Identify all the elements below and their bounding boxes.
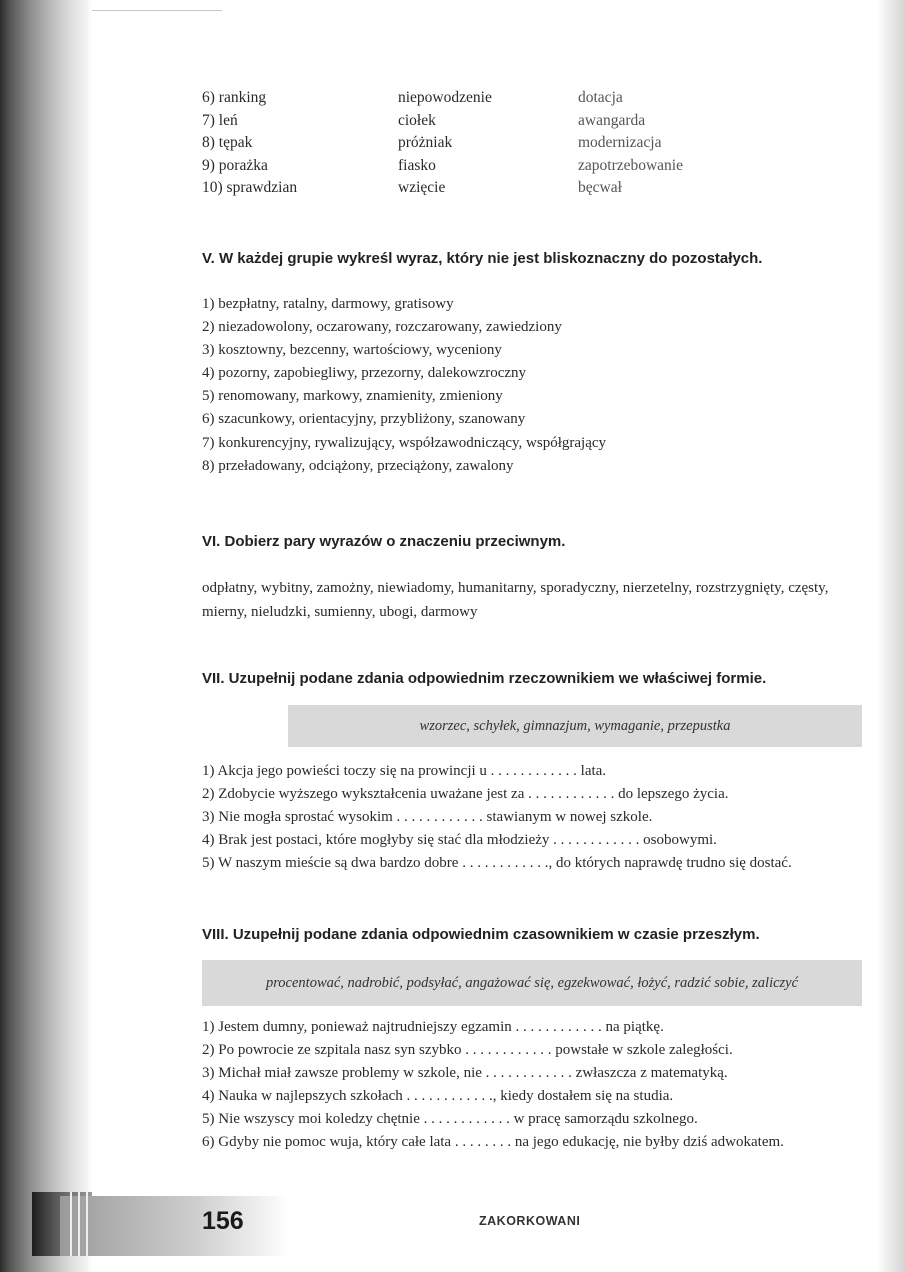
list-item: 1) Akcja jego powieści toczy się na prowincji u . . . . . . . . . . . . lata.: [202, 763, 607, 779]
section-viii-list: [202, 1016, 872, 1155]
section-v-heading: V. W każdej grupie wykreśl wyraz, który nie jest bliskoznaczny do pozostałych.: [202, 250, 763, 267]
footer-stripe: [86, 1192, 88, 1256]
word-box-text: wzorzec, schyłek, gimnazjum, wymaganie, przepustka: [419, 717, 731, 734]
list-item: 4) Nauka w najlepszych szkołach . . . . . . . . . . . ., kiedy dostałem się na studia.: [202, 1088, 674, 1105]
word-table-cell: dotacja: [578, 89, 623, 106]
section-v-list: [202, 293, 872, 478]
word-table-row: [202, 87, 778, 110]
word-table-cell: 10) sprawdzian: [202, 179, 298, 196]
section-vii-heading: VII. Uzupełnij podane zdania odpowiednim rzeczownikiem we właściwej formie.: [202, 670, 767, 687]
section-viii-heading: VIII. Uzupełnij podane zdania odpowiednim czasownikiem w czasie przeszłym.: [202, 926, 760, 943]
list-item: 2) Zdobycie wyższego wykształcenia uważane jest za . . . . . . . . . . . . do lepszego życia.: [202, 786, 729, 803]
word-table-cell: 6) ranking: [202, 89, 267, 106]
word-table-cell: 8) tępak: [202, 134, 253, 151]
page-edge-shadow: [877, 0, 905, 1272]
word-table-row: [202, 177, 778, 200]
book-title: ZAKORKOWANI: [479, 1214, 581, 1228]
word-table-cell: 7) leń: [202, 111, 238, 129]
page-number: 156: [202, 1207, 244, 1235]
list-item: 3) Michał miał zawsze problemy w szkole, nie . . . . . . . . . . . . zwłaszcza z matematyką.: [202, 1065, 728, 1082]
list-item: 5) Nie wszyscy moi koledzy chętnie . . . . . . . . . . . . w pracę samorządu szkolnego.: [202, 1111, 698, 1128]
list-item: 1) bezpłatny, ratalny, darmowy, gratisowy: [202, 296, 454, 312]
list-item: 2) Po powrocie ze szpitala nasz syn szybko . . . . . . . . . . . . powstałe w szkole zaległości.: [202, 1042, 733, 1059]
section-vi-text: odpłatny, wybitny, zamożny, niewiadomy, humanitarny, sporadyczny, nierzetelny, rozstrzygnięty, częsty, mierny, nieludzki, sumienny, ubogi, darmowy: [202, 580, 829, 620]
word-table-cell: fiasko: [398, 156, 436, 174]
word-table-cell: zapotrzebowanie: [578, 156, 683, 174]
word-table-cell: modernizacja: [578, 134, 662, 151]
section-vii-list: [202, 760, 872, 875]
list-item: 3) Nie mogła sprostać wysokim . . . . . . . . . . . . stawianym w nowej szkole.: [202, 809, 653, 826]
list-item: 5) renomowany, markowy, znamienity, zmieniony: [202, 388, 503, 405]
list-item: 3) kosztowny, bezcenny, wartościowy, wyceniony: [202, 342, 502, 359]
word-table-cell: niepowodzenie: [398, 89, 492, 106]
word-table-cell: 9) porażka: [202, 156, 268, 174]
word-table-cell: próżniak: [398, 134, 453, 151]
book-spine-shadow: [0, 0, 92, 1272]
footer-stripe: [78, 1192, 80, 1256]
word-table-cell: awangarda: [578, 111, 646, 129]
footer-stripe: [70, 1192, 72, 1256]
list-item: 7) konkurencyjny, rywalizujący, współzawodniczący, współgrający: [202, 434, 607, 451]
word-table-row: [202, 155, 778, 178]
word-table-row: [202, 110, 778, 133]
section-viii-word-box: [202, 960, 862, 1006]
list-item: 5) W naszym mieście są dwa bardzo dobre . . . . . . . . . . . ., do których naprawdę trudno się dostać.: [202, 855, 792, 872]
word-table: [202, 87, 778, 200]
list-item: 2) niezadowolony, oczarowany, rozczarowany, zawiedziony: [202, 319, 562, 336]
word-box-text: procentować, nadrobić, podsyłać, angażować się, egzekwować, łożyć, radzić sobie, zaliczyć: [265, 974, 799, 991]
top-rule: [92, 10, 222, 11]
list-item: 1) Jestem dumny, ponieważ najtrudniejszy egzamin . . . . . . . . . . . . na piątkę.: [202, 1019, 664, 1035]
footer-bar: [60, 1196, 290, 1256]
word-table-row: [202, 132, 778, 155]
word-table-cell: ciołek: [398, 111, 436, 129]
word-table-cell: wzięcie: [398, 179, 446, 196]
list-item: 6) szacunkowy, orientacyjny, przybliżony, szanowany: [202, 411, 526, 428]
section-vi-heading: VI. Dobierz pary wyrazów o znaczeniu przeciwnym.: [202, 533, 566, 550]
word-table-cell: bęcwał: [578, 179, 622, 196]
list-item: 4) pozorny, zapobiegliwy, przezorny, dalekowzroczny: [202, 365, 527, 382]
list-item: 6) Gdyby nie pomoc wuja, który całe lata . . . . . . . . na jego edukację, nie byłby dziś adwokatem.: [202, 1134, 784, 1151]
section-vii-word-box: [288, 705, 862, 747]
list-item: 8) przeładowany, odciążony, przeciążony, zawalony: [202, 457, 514, 474]
list-item: 4) Brak jest postaci, które mogłyby się stać dla młodzieży . . . . . . . . . . . . osobowymi.: [202, 832, 717, 849]
